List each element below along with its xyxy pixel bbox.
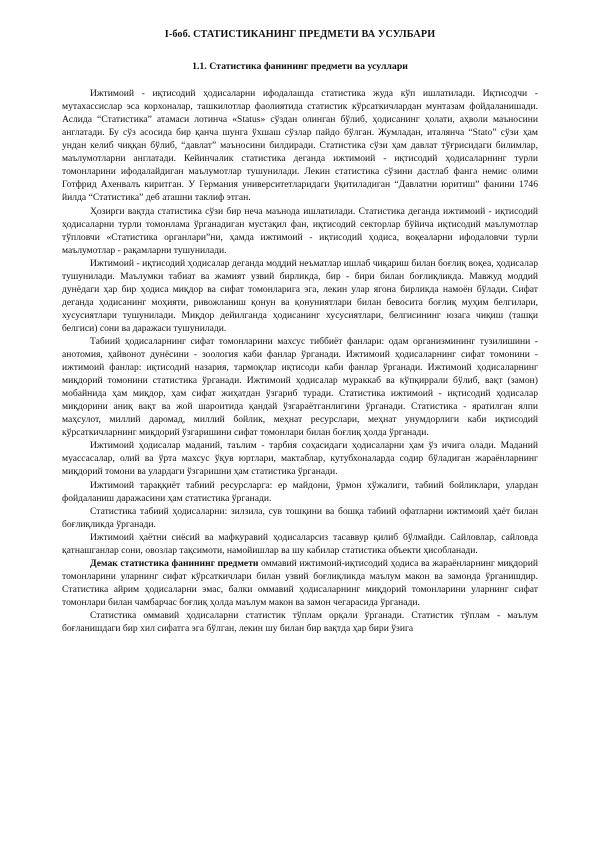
definition-text: оммавий ижтимоий-иқтисодий ҳодиса ва жараёнларнинг миқдорий томонларини уларнинг сифат кўрсаткичлари билан узвий боғлиқликда маълум макон ва замонда ўрганишдир. Статистика айрим ҳодисаларни эмас, балки оммавий ҳодисаларнинг миқдорий томонларини уларнинг сифат томонлари билан чамбарчас боғлиқ ҳолда маълум макон ва замон чегарасида ўрганади. (62, 557, 538, 608)
paragraph-4: Табиий ҳодисаларнинг сифат томонларини махсус тиббиёт фанлари: одам организмининг тузилишини - анотомия, ҳайвонот дунёсини - зоология каби фанлар ўрганади. Ижтимоий ҳодисаларнинг сифат томонини - ижтимоий фанлар: иқтисодий назария, тармоқлар иқтисоди каби фанлар ўрганади. Ижтимоий ҳодисаларнинг миқдорий томонини статистика ўрганади. Ижтимоий ҳодисалар мураккаб ва кўпқиррали бўлиб, вақт (замон) мобайнида ҳам миқдор, ҳам сифат жиҳатдан ўзгариб туради. Статистика ижтимоий - иқтисодий ҳодисалар миқдорини аниқ вақт ва жой шароитида қандай ўзгараётганлигини ўрганади. Статистика - яратилган ялпи маҳсулот, миллий даромад, миллий бойлик, меҳнат ресурслари, меҳнат унумдорлиги каби иқтисодий кўрсаткичларнинг миқдорий ўзгаришини сифат томонлари билан боғлиқ ҳолда ўрганади. (62, 335, 538, 439)
chapter-title: I-боб. СТАТИСТИКАНИНГ ПРЕДМЕТИ ВА УСУЛБАРИ (164, 29, 436, 40)
paragraph-5: Ижтимоий ҳодисалар маданий, таълим - тарбия соҳасидаги ҳодисаларни ҳам ўз ичига олади. Маданий муассасалар, олий ва ўрта махсус ўқув юртлари, мактаблар, кутубхоналарда содир бўладиган жараёнларнинг миқдорий томони ва улардаги ўзгаришни ҳам статистика ўрганади. (62, 440, 538, 478)
paragraph-7: Статистика табиий ҳодисаларни: зилзила, сув тошқини ва бошқа табиий офатларни ижтимоий ҳаёт билан боғлиқликда ўрганади. (62, 505, 538, 530)
paragraph-8: Ижтимоий ҳаётни сиёсий ва мафкуравий ҳодисаларсиз тасаввур қилиб бўлмайди. Сайловлар, сайловда қатнашганлар сони, овозлар тақсимоти, намойишлар ва шу кабилар статистика объекти ҳисобланади. (62, 531, 538, 556)
paragraph-3: Ижтимоий - иқтисодий ҳодисалар деганда моддий неъматлар ишлаб чиқариш билан боғлиқ воқеа, ҳодисалар тушунилади. Маълумки табиат ва жамият узвий бирликда, бир - бири билан боғлиқликда. Мавжуд моддий дунёдаги ҳар бир ҳодиса миқдор ва сифат томонларига эга, лекин улар ягона бирликда намоён бўлади. Сифат деганда ҳодисанинг моҳияти, ривожланиш қонун ва қонуниятлари билан бевосита боғлиқ муҳим белгилари, хусусиятлари тушунилади. Миқдор дейилганда ҳодисанинг хусусиятлари, белгисининг юзага чиқиш (ташқи белгиси) сони ва даражаси тушунилади. (62, 257, 538, 334)
paragraph-2: Ҳозирги вақтда статистика сўзи бир неча маънода ишлатилади. Статистика деганда ижтимоий - иқтисодий ҳодисаларни турли томонлама ўрганадиган мустақил фан, иқтисодий секторлар бўйича иқтисодий маълумотлар тўпловчи «Статистика органлари”ни, ҳамда ижтимоий - иқтисодий ҳодиса, воқеаларни ифодаловчи турли маълумотлар - рақамларни тушунилади. (62, 205, 538, 256)
paragraph-last: Статистика оммавий ҳодисаларни статистик тўплам орқали ўрганади. Статистик тўплам - маълум боғланишдаги бир хил сифатга эга бўлган, лекин шу билан бир вақтда ҳар бири ўзига (62, 609, 538, 635)
definition-paragraph (62, 557, 538, 609)
definition-term: Демак статистика фанининг предмети (90, 557, 259, 569)
paragraph-6: Ижтимоий тараққиёт табиий ресурсларга: ер майдони, ўрмон хўжалиги, табиий бойликлари, улардан фойдаланиш даражасини ҳам статистика ўрганади. (62, 479, 538, 504)
paragraph-1: Ижтимоий - иқтисодий ҳодисаларни ифодалашда статистика жуда кўп ишлатилади. Иқтисодчи - мутахассислар эса корхоналар, ташкилотлар фаолиятида статистик кўрсаткичлардан мунтазам фойдаланишади. Аслида “Статистика” атамаси лотинча «Status» сўздан олинган бўлиб, ҳодисанинг ҳолати, аҳволи маъносини англатади. Бу сўз асосида бир қанча шунга ўхшаш сўзлар пайдо бўлган. Жумладан, италянча “Stato” сўзи ҳам ундан келиб чиққан бўлиб, “давлат” маъносини билдиради. Статистика сўзи ҳам давлат тўғрисидаги билимлар, маълумотларни англатади. Кейинчалик статистика деганда ижтимоий - иқтисодий ҳодисаларнинг турли томонларини ифодалайдиган маълумотлар тушунилади. Лекин статистика сўзини дастлаб фанга немис олими Готфрид Ахенвалъ киритган. У Германия университетларидаги ўқитиладиган “Давлатни юритиш” фанини 1746 йилда “Статистика” деб аташни таклиф этган. (62, 88, 538, 204)
section-title: 1.1. Статистика фанининг предмети ва усуллари (192, 61, 408, 73)
